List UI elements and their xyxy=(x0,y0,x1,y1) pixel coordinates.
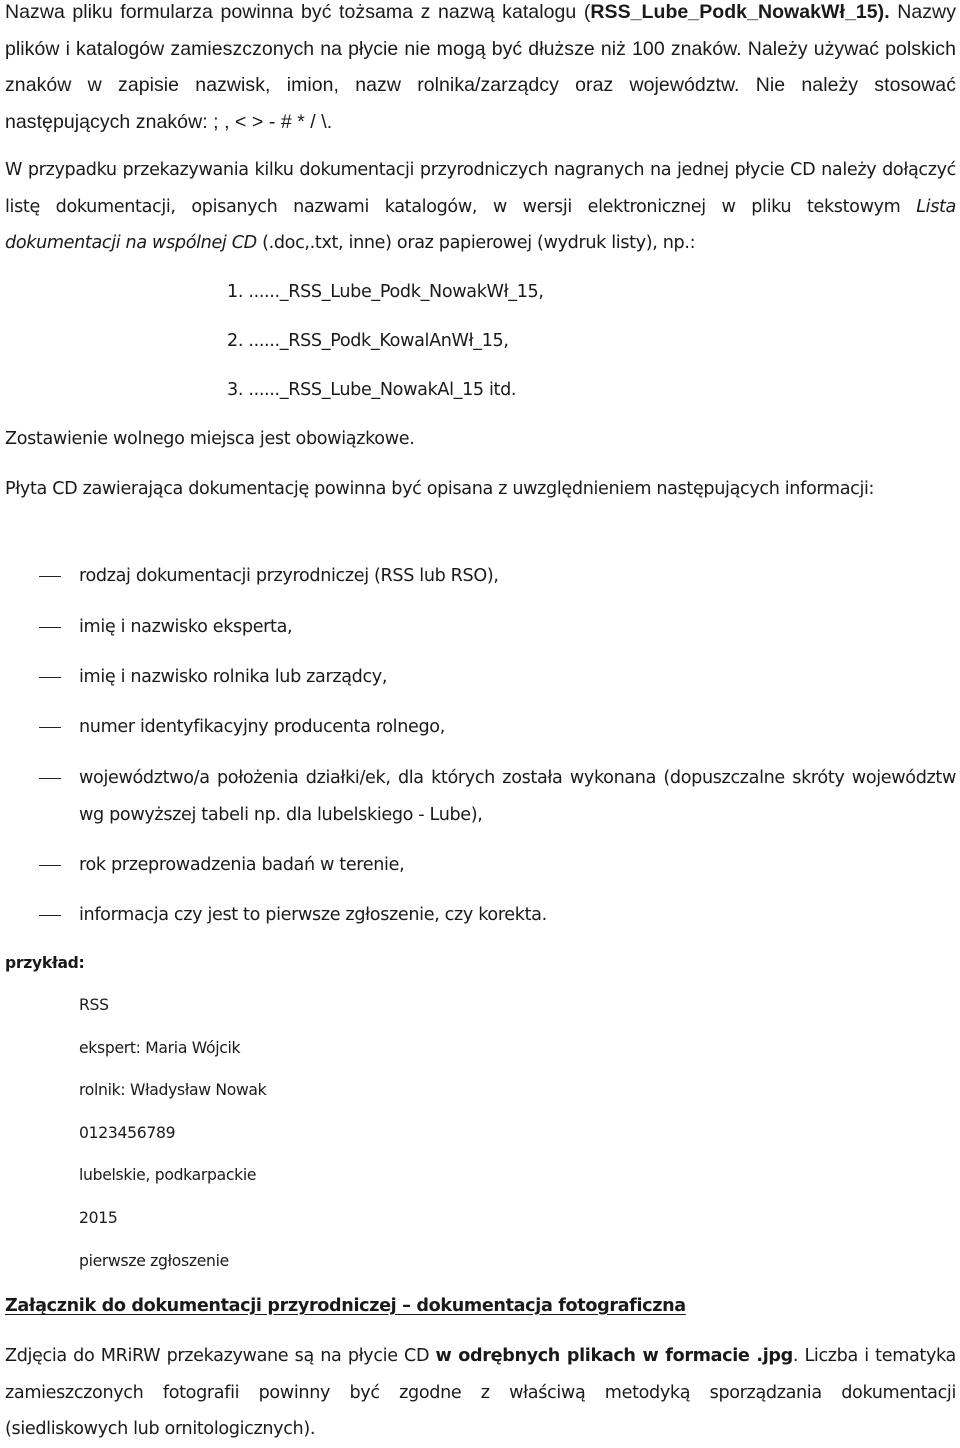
free-space-note: Zostawienie wolnego miejsca jest obowiązkowe. xyxy=(5,429,415,449)
text-run: . Liczba i tematyka zamieszczonych fotografii powinny być zgodne z właściwą metodyką sporządzania dokumentacji (siedliskowych lub ornitologicznych). xyxy=(5,1346,956,1439)
photos-paragraph xyxy=(5,1338,956,1448)
bullet-text: imię i nazwisko rolnika lub zarządcy, xyxy=(79,667,388,687)
bullet-text: rok przeprowadzenia badań w terenie, xyxy=(79,855,405,875)
dash-bullet-icon xyxy=(39,915,61,916)
example-line: pierwsze zgłoszenie xyxy=(79,1252,229,1270)
example-line: RSS xyxy=(79,996,109,1014)
file-naming-paragraph xyxy=(5,0,956,140)
numbered-item-3: 3. ......_RSS_Lube_NowakAl_15 itd. xyxy=(227,380,517,400)
dash-bullet-icon xyxy=(39,627,61,628)
example-label: przykład: xyxy=(5,954,85,972)
example-line: lubelskie, podkarpackie xyxy=(79,1166,257,1184)
example-line: 2015 xyxy=(79,1209,118,1227)
jpg-format-note: w odrębnych plikach w formacie .jpg xyxy=(435,1346,793,1366)
dash-bullet-icon xyxy=(39,576,61,577)
numbered-item-2: 2. ......_RSS_Podk_KowalAnWł_15, xyxy=(227,331,509,351)
bullet-text: rodzaj dokumentacji przyrodniczej (RSS lub RSO), xyxy=(79,566,499,586)
list-file-name: Lista dokumentacji na wspólnej CD xyxy=(5,196,956,253)
example-line: ekspert: Maria Wójcik xyxy=(79,1039,241,1057)
catalog-name-example: RSS_Lube_Podk_NowakWł_15). xyxy=(590,1,890,23)
text-run: Nazwy plików i katalogów zamieszczonych na płycie nie mogą być dłuższe niż 100 znaków. Należy używać polskich znaków w zapisie nazwisk, imion, nazw rolnika/zarządcy oraz województw. Nie należy stosować następujących znaków: ; , < > - # * / \. xyxy=(5,1,956,133)
multiple-documentation-paragraph xyxy=(5,152,956,262)
dash-bullet-icon xyxy=(39,865,61,866)
dash-bullet-icon xyxy=(39,778,61,779)
dash-bullet-icon xyxy=(39,677,61,678)
text-run: (.doc,.txt, inne) oraz papierowej (wydruk listy), np.: xyxy=(256,233,696,253)
bullet-text: imię i nazwisko eksperta, xyxy=(79,617,293,637)
bullet-text: numer identyfikacyjny producenta rolnego, xyxy=(79,717,445,737)
bullet-text: województwo/a położenia działki/ek, dla których została wykonana (dopuszczalne skróty województw wg powyższej tabeli np. dla lubelskiego - Lube), xyxy=(79,768,956,825)
text-run: W przypadku przekazywania kilku dokumentacji przyrodniczych nagranych na jednej płycie CD należy dołączyć listę dokumentacji, opisanych nazwami katalogów, w wersji elektronicznej w pliku tekstowym xyxy=(5,160,956,217)
cd-label-intro: Płyta CD zawierająca dokumentację powinna być opisana z uwzględnieniem następujących informacji: xyxy=(5,479,875,499)
example-line: rolnik: Władysław Nowak xyxy=(79,1081,267,1099)
numbered-item-1: 1. ......_RSS_Lube_Podk_NowakWł_15, xyxy=(227,282,544,302)
dash-bullet-icon xyxy=(39,727,61,728)
text-run: Zdjęcia do MRiRW przekazywane są na płycie CD xyxy=(5,1346,436,1366)
bullet-text: informacja czy jest to pierwsze zgłoszenie, czy korekta. xyxy=(79,905,547,925)
text-run: Nazwa pliku formularza powinna być tożsama z nazwą katalogu ( xyxy=(5,1,591,23)
attachment-heading: Załącznik do dokumentacji przyrodniczej – dokumentacja fotograficzna xyxy=(5,1296,686,1316)
example-line: 0123456789 xyxy=(79,1124,176,1142)
